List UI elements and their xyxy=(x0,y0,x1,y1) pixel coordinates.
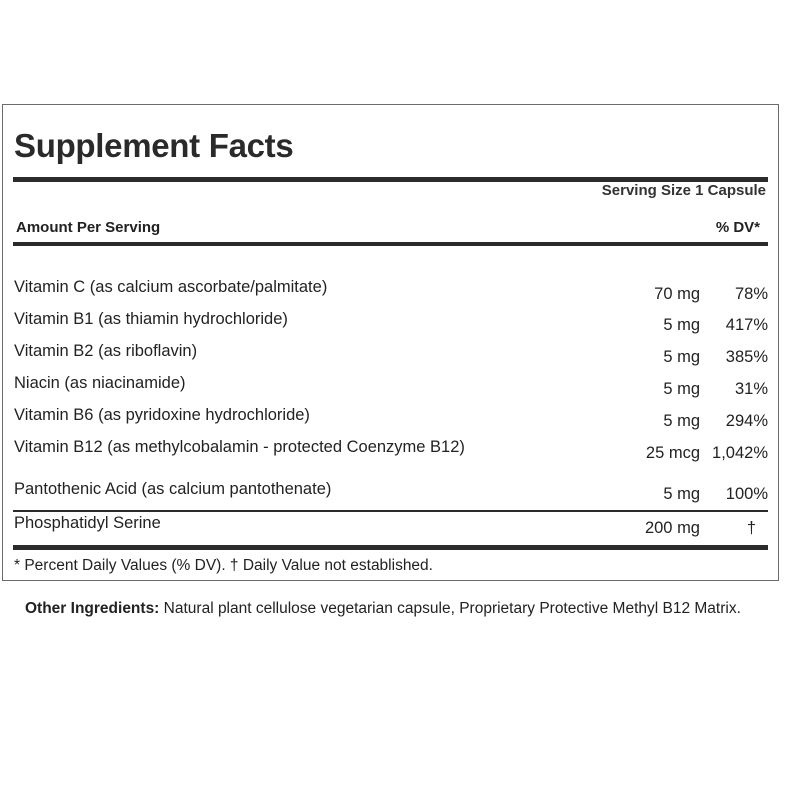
supplement-facts-panel xyxy=(2,104,779,581)
nutrient-name: Vitamin C (as calcium ascorbate/palmitate) xyxy=(14,278,328,296)
nutrient-name: Vitamin B2 (as riboflavin) xyxy=(14,342,198,360)
panel-title: Supplement Facts xyxy=(14,127,294,164)
amount-per-serving-label: Amount Per Serving xyxy=(16,219,161,236)
nutrient-dv: 385% xyxy=(725,348,768,366)
nutrient-name: Niacin (as niacinamide) xyxy=(14,374,186,392)
nutrient-dv: 1,042% xyxy=(712,444,768,462)
footnote: * Percent Daily Values (% DV). † Daily Value not established. xyxy=(14,557,433,574)
nutrient-amount: 25 mcg xyxy=(645,444,700,462)
nutrient-name: Pantothenic Acid (as calcium pantothenate) xyxy=(14,480,332,498)
nutrient-name: Vitamin B12 (as methylcobalamin - protected Coenzyme B12) xyxy=(14,438,465,456)
other-ingredients-text: Natural plant cellulose vegetarian capsule, Proprietary Protective Methyl B12 Matrix. xyxy=(159,600,741,617)
serving-size: Serving Size 1 Capsule xyxy=(601,182,766,199)
nutrient-dv: 31% xyxy=(734,380,768,398)
nutrient-dv: 417% xyxy=(725,316,768,334)
nutrient-dv: † xyxy=(746,519,756,537)
nutrient-amount: 5 mg xyxy=(663,412,700,430)
other-ingredients xyxy=(25,596,785,622)
dv-header: % DV* xyxy=(715,219,760,236)
row-divider xyxy=(13,510,768,512)
nutrient-dv: 100% xyxy=(725,485,768,503)
nutrient-name: Phosphatidyl Serine xyxy=(14,514,161,532)
footer-divider xyxy=(13,545,768,550)
nutrient-amount: 5 mg xyxy=(663,348,700,366)
nutrient-amount: 5 mg xyxy=(663,316,700,334)
nutrient-name: Vitamin B6 (as pyridoxine hydrochloride) xyxy=(14,406,310,424)
nutrient-dv: 78% xyxy=(734,285,768,303)
header-divider xyxy=(13,242,768,246)
nutrient-dv: 294% xyxy=(725,412,768,430)
nutrient-amount: 70 mg xyxy=(654,285,700,303)
nutrient-amount: 5 mg xyxy=(663,485,700,503)
nutrient-amount: 5 mg xyxy=(663,380,700,398)
nutrient-name: Vitamin B1 (as thiamin hydrochloride) xyxy=(14,310,288,328)
other-ingredients-label: Other Ingredients: xyxy=(25,600,160,617)
nutrient-amount: 200 mg xyxy=(644,519,700,537)
